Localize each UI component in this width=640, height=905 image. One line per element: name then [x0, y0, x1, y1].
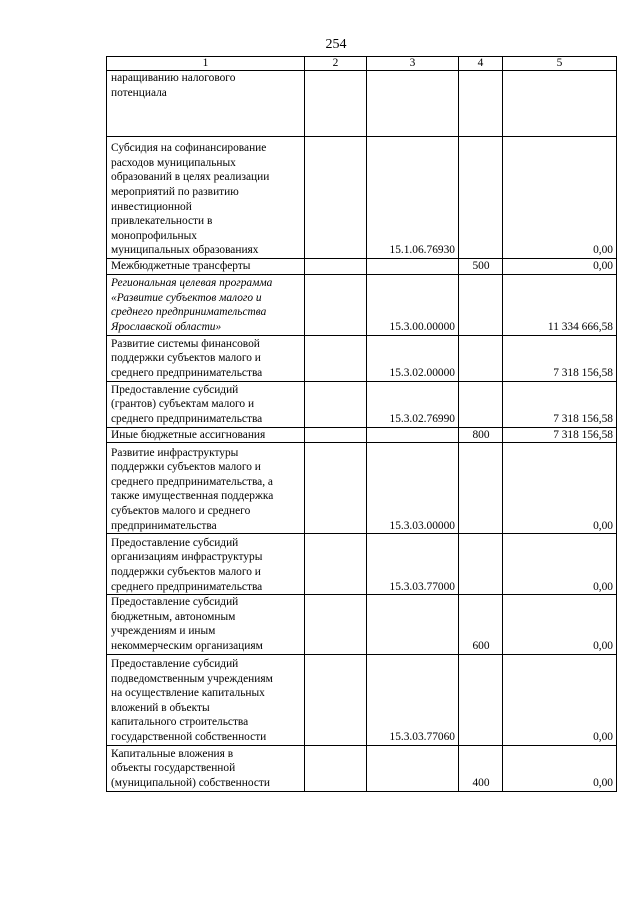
table-row: [107, 335, 617, 381]
row-name-text: Межбюджетные трансферты: [111, 260, 251, 272]
column-header-5: 5: [503, 57, 617, 71]
page-number: 254: [325, 37, 347, 52]
row-col2-cell: [305, 259, 367, 275]
row-name-cell: [107, 427, 305, 443]
column-header-3: 3: [367, 57, 459, 71]
row-name-cell: [107, 71, 305, 137]
row-amount-cell: [503, 71, 617, 137]
row-name-cell: [107, 259, 305, 275]
row-amount-text: 7 318 156,58: [553, 428, 613, 441]
row-code-text: 15.3.03.00000: [389, 519, 455, 532]
table-row: [107, 654, 617, 745]
row-name-cell: [107, 595, 305, 654]
row-name-cell: [107, 274, 305, 335]
row-code-text: 15.3.02.76990: [389, 413, 455, 425]
table-row: [107, 745, 617, 791]
row-amount-cell: [503, 381, 617, 427]
row-amount-text: 7 318 156,58: [553, 367, 613, 379]
row-amount-text: 0,00: [593, 244, 613, 257]
table-row: [107, 71, 617, 137]
row-amount-text: 7 318 156,58: [553, 413, 613, 425]
row-amount-text: 0,00: [593, 580, 613, 593]
row-amount-cell: [503, 274, 617, 335]
row-col2-cell: [305, 534, 367, 595]
row-name-cell: [107, 654, 305, 745]
row-code-cell: [367, 654, 459, 745]
row-amount-cell: [503, 654, 617, 745]
row-code-cell: [367, 534, 459, 595]
row-code-text: 15.3.00.00000: [389, 321, 455, 333]
table-row: [107, 443, 617, 534]
row-name-cell: [107, 381, 305, 427]
row-type-cell: [459, 137, 503, 259]
row-name-text: Субсидия на софинансирование расходов муниципальных образований в целях реализации мероприятий по развитию инвестиционной привлекательности в монопрофильных муниципальных образованиях: [111, 142, 270, 257]
row-type-cell: [459, 534, 503, 595]
table-row: [107, 595, 617, 654]
row-name-text: Региональная целевая программа «Развитие субъектов малого и среднего предпринимательства Ярославской области»: [111, 277, 273, 333]
row-col2-cell: [305, 654, 367, 745]
row-amount-cell: [503, 335, 617, 381]
row-code-cell: [367, 137, 459, 259]
row-type-text: 500: [472, 260, 490, 272]
row-type-cell: [459, 381, 503, 427]
row-code-cell: [367, 71, 459, 137]
row-amount-cell: [503, 534, 617, 595]
row-name-cell: [107, 335, 305, 381]
row-name-text: Предоставление субсидий организациям инфраструктуры поддержки субъектов малого и среднего предпринимательства: [111, 536, 263, 593]
row-amount-text: 0,00: [593, 639, 613, 652]
row-type-text: 400: [472, 776, 490, 789]
row-type-cell: [459, 654, 503, 745]
row-col2-cell: [305, 71, 367, 137]
row-name-text: наращиванию налогового потенциала: [111, 72, 236, 99]
row-col2-cell: [305, 595, 367, 654]
row-amount-cell: [503, 745, 617, 791]
row-type-cell: [459, 595, 503, 654]
row-col2-cell: [305, 381, 367, 427]
row-name-text: Предоставление субсидий подведомственным учреждениям на осуществление капитальных вложений в объекты капитального строительства государственной собственности: [111, 658, 273, 743]
table-row: [107, 274, 617, 335]
row-type-cell: [459, 274, 503, 335]
row-amount-text: 0,00: [593, 776, 613, 789]
row-name-cell: [107, 534, 305, 595]
column-header-4: 4: [459, 57, 503, 71]
row-code-cell: [367, 259, 459, 275]
row-code-cell: [367, 335, 459, 381]
row-name-cell: [107, 745, 305, 791]
row-amount-text: 11 334 666,58: [547, 321, 613, 333]
row-name-text: Иные бюджетные ассигнования: [111, 428, 266, 441]
row-code-cell: [367, 427, 459, 443]
header-row: [107, 57, 617, 71]
row-code-cell: [367, 381, 459, 427]
row-code-text: 15.3.02.00000: [389, 367, 455, 379]
row-code-cell: [367, 443, 459, 534]
table-row: [107, 534, 617, 595]
row-col2-cell: [305, 274, 367, 335]
row-amount-cell: [503, 259, 617, 275]
row-name-text: Развитие инфраструктуры поддержки субъектов малого и среднего предпринимательства, а также имущественная поддержка субъектов малого и среднего предпринимательства: [111, 446, 274, 532]
row-name-text: Предоставление субсидий бюджетным, автономным учреждениям и иным некоммерческим организациям: [111, 596, 263, 652]
row-col2-cell: [305, 745, 367, 791]
budget-table: [106, 56, 617, 792]
row-col2-cell: [305, 427, 367, 443]
table-row: [107, 381, 617, 427]
row-amount-text: 0,00: [593, 260, 613, 272]
row-name-text: Предоставление субсидий (грантов) субъектам малого и среднего предпринимательства: [111, 383, 263, 425]
row-type-cell: [459, 259, 503, 275]
row-amount-cell: [503, 427, 617, 443]
table-row: [107, 427, 617, 443]
row-type-cell: [459, 335, 503, 381]
table-row: [107, 137, 617, 259]
row-type-cell: [459, 745, 503, 791]
row-name-text: Развитие системы финансовой поддержки субъектов малого и среднего предпринимательства: [111, 337, 263, 379]
row-code-text: 15.1.06.76930: [389, 244, 455, 257]
row-code-cell: [367, 745, 459, 791]
row-type-cell: [459, 427, 503, 443]
row-code-text: 15.3.03.77060: [389, 730, 455, 743]
row-name-cell: [107, 137, 305, 259]
row-amount-cell: [503, 595, 617, 654]
row-col2-cell: [305, 137, 367, 259]
row-amount-cell: [503, 137, 617, 259]
row-col2-cell: [305, 335, 367, 381]
row-amount-text: 0,00: [593, 730, 613, 743]
row-amount-cell: [503, 443, 617, 534]
row-code-cell: [367, 595, 459, 654]
table-row: [107, 259, 617, 275]
row-type-cell: [459, 443, 503, 534]
row-code-text: 15.3.03.77000: [389, 580, 455, 593]
row-type-text: 600: [472, 639, 490, 652]
column-header-1: 1: [107, 57, 305, 71]
row-type-cell: [459, 71, 503, 137]
row-type-text: 800: [472, 428, 490, 441]
row-code-cell: [367, 274, 459, 335]
row-name-text: Капитальные вложения в объекты государственной (муниципальной) собственности: [111, 747, 270, 789]
row-col2-cell: [305, 443, 367, 534]
column-header-2: 2: [305, 57, 367, 71]
table-body: [107, 71, 617, 792]
row-name-cell: [107, 443, 305, 534]
row-amount-text: 0,00: [593, 519, 613, 532]
